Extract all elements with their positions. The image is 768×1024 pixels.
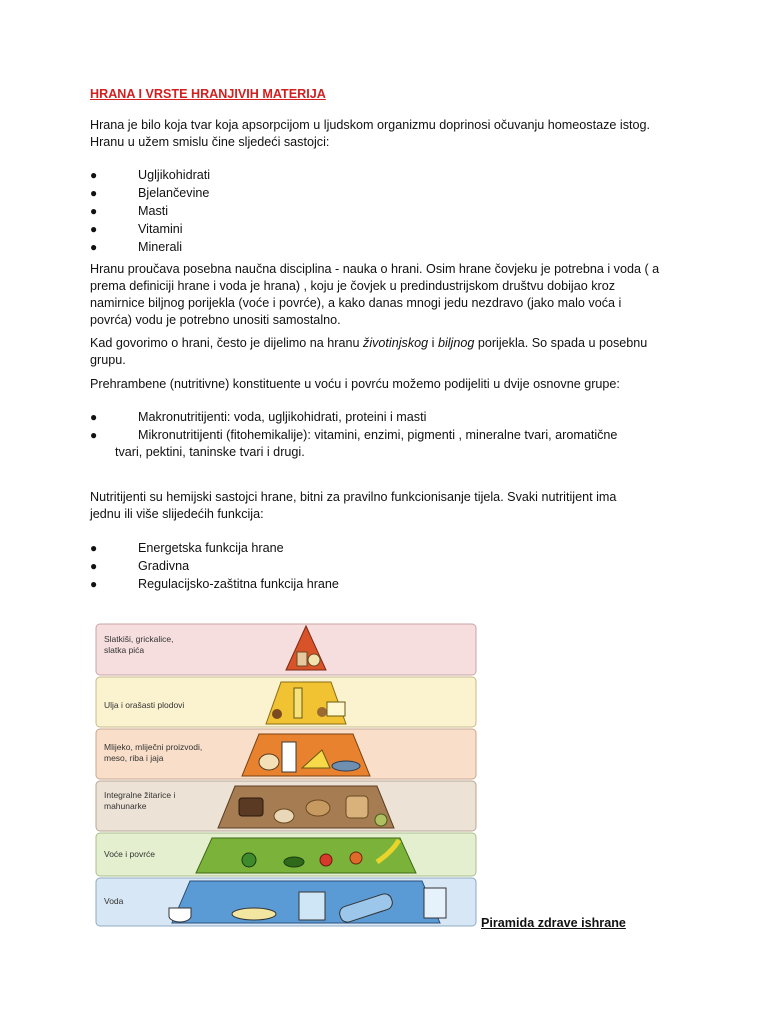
list-item-continuation: tvari, pektini, taninske tvari i drugi. [115, 445, 305, 459]
list-item: Ugljikohidrati [138, 168, 211, 182]
bullet-icon: ● [90, 240, 98, 254]
list-item: Masti [138, 204, 169, 218]
paragraph-line: Prehrambene (nutritivne) konstituente u voću i povrću možemo podijeliti u dvije osnovne grupe: [90, 377, 620, 391]
list-item: Bjelančevine [138, 186, 210, 200]
bullet-icon: ● [90, 541, 98, 555]
label-sweets-2: slatka pića [104, 645, 145, 655]
bullet-icon: ● [90, 428, 98, 442]
list-item: Vitamini [138, 222, 183, 236]
band-sweets [96, 624, 476, 675]
label-dairy-2: meso, riba i jaja [104, 753, 164, 763]
paragraph-line: Nutritijenti su hemijski sastojci hrane, bitni za pravilno funkcionisanje tijela. Svaki nutritijent ima [90, 490, 617, 504]
bullet-icon: ● [90, 168, 98, 182]
label-oils: Ulja i orašasti plodovi [104, 700, 185, 710]
paragraph-line: Hranu proučava posebna naučna disciplina - nauka o hrani. Osim hrane čovjeku je potrebna i voda ( a [90, 262, 660, 276]
paragraph-line: Kad govorimo o hrani, često je dijelimo na hranu životinjskog i biljnog porijekla. So spada u posebnu [90, 336, 648, 350]
label-fruit-veg: Voće i povrće [104, 849, 156, 859]
intro-line-1: Hrana je bilo koja tvar koja apsorpcijom u ljudskom organizmu doprinosi očuvanju homeostaze istog. [90, 118, 651, 132]
bullet-icon: ● [90, 577, 98, 591]
bullet-icon: ● [90, 559, 98, 573]
list-item: Mikronutritijenti (fitohemikalije): vitamini, enzimi, pigmenti , mineralne tvari, aromatične [138, 428, 618, 442]
paragraph-line: jednu ili više slijedećih funkcija: [90, 507, 264, 521]
list-item: Regulacijsko-zaštitna funkcija hrane [138, 577, 339, 591]
label-sweets-1: Slatkiši, grickalice, [104, 634, 174, 644]
list-item: Minerali [138, 240, 183, 254]
label-grains-1: Integralne žitarice i [104, 790, 176, 800]
paragraph-line: prema definiciji hrane i voda je hrana) , koju je čovjek u predindustrijskom društvu dobijao kroz [90, 279, 616, 293]
label-water: Voda [104, 896, 124, 906]
list-item: Makronutritijenti: voda, ugljikohidrati, proteini i masti [138, 410, 427, 424]
paragraph-line: grupu. [90, 353, 126, 367]
label-dairy-1: Mlijeko, mliječni proizvodi, [104, 742, 203, 752]
bullet-icon: ● [90, 204, 98, 218]
document-title: HRANA I VRSTE HRANJIVIH MATERIJA [90, 87, 326, 101]
bullet-icon: ● [90, 186, 98, 200]
paragraph-line: povrća) vodu je potrebno unositi samostalno. [90, 313, 341, 327]
intro-line-2: Hranu u užem smislu čine sljedeći sastojci: [90, 135, 330, 149]
label-grains-2: mahunarke [104, 801, 147, 811]
list-item: Gradivna [138, 559, 190, 573]
bullet-icon: ● [90, 222, 98, 236]
bullet-icon: ● [90, 410, 98, 424]
paragraph-line: namirnice biljnog porijekla (voće i povrće), a kako danas mnogi jedu nezdravo (jako malo voća i [90, 296, 622, 310]
food-pyramid-image [94, 622, 478, 928]
list-item: Energetska funkcija hrane [138, 541, 284, 555]
figure-caption: Piramida zdrave ishrane [481, 916, 626, 930]
